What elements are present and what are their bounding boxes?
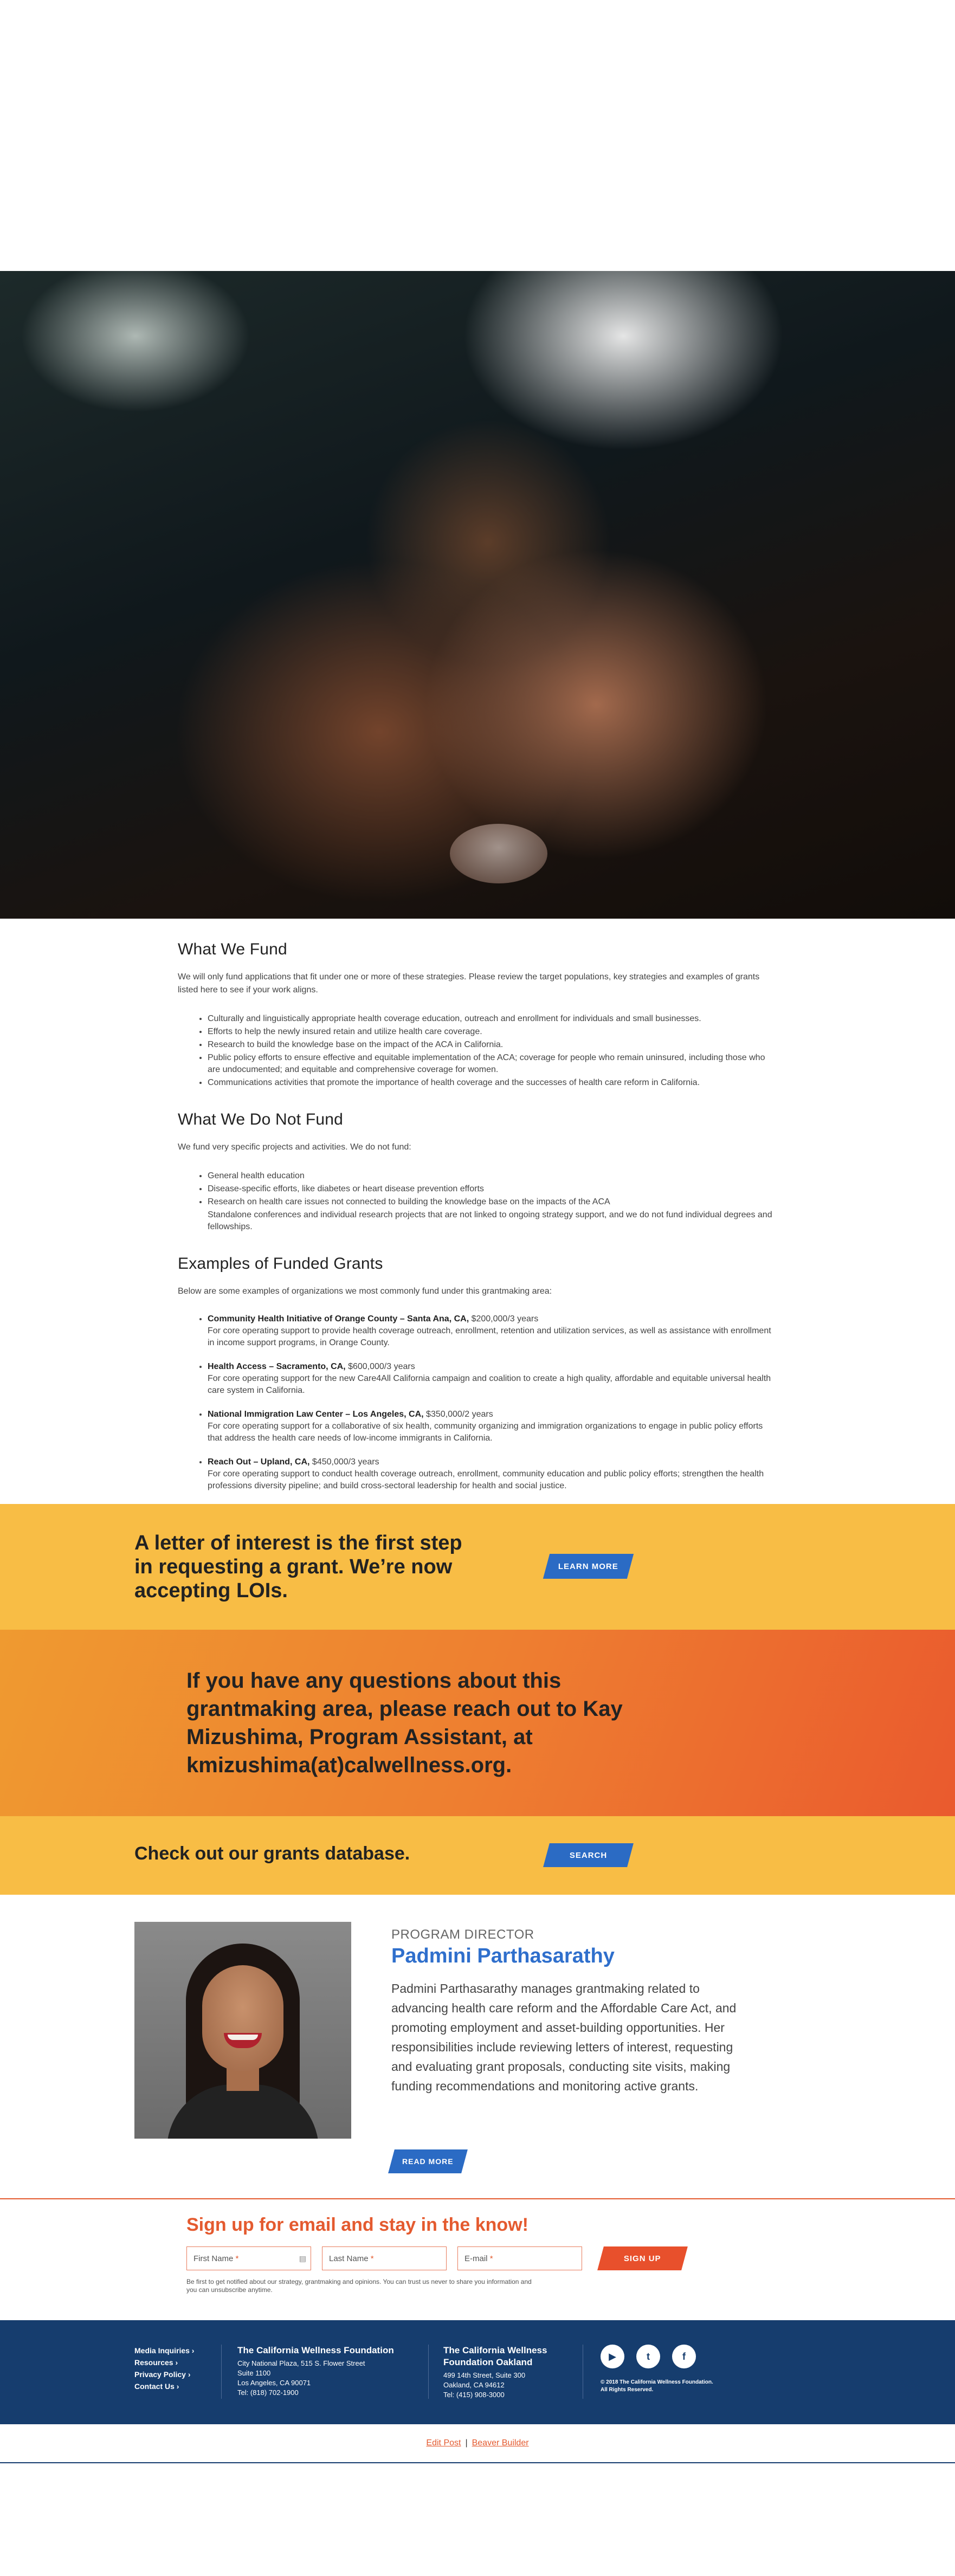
address-line: City National Plaza, 515 S. Flower Street: [237, 2359, 365, 2367]
last-name-placeholder: Last Name: [329, 2254, 369, 2263]
hero-highlight: [450, 824, 547, 883]
footer-la-title: The California Wellness Foundation: [237, 2345, 394, 2355]
signup-fine-print: Be first to get notified about our strategy, grantmaking and opinions. You can trust us never to share you information and you can unsubscribe anytime.: [186, 2278, 532, 2294]
grant-desc: For core operating support to provide health coverage outreach, enrollment, retention and utilization services, as well as assistance with enrollment in income support programs, in Orange County.: [208, 1326, 771, 1347]
grant-desc: For core operating support for the new Care4All California campaign and coalition to create a high quality, affordable and equitable universal health care system in California.: [208, 1374, 771, 1395]
first-name-placeholder: First Name: [193, 2254, 234, 2263]
list-item: • Disease-specific efforts, like diabetes or heart disease prevention efforts: [208, 1183, 774, 1195]
grant-org: Reach Out – Upland, CA,: [208, 1457, 310, 1467]
main-content: [44, 940, 911, 1492]
list-item: • Efforts to help the newly insured retain and utilize health care coverage.: [208, 1026, 774, 1038]
grant-org: National Immigration Law Center – Los Angeles, CA,: [208, 1410, 424, 1419]
required-mark: *: [489, 2254, 493, 2263]
grant-item: [208, 1409, 774, 1444]
signup-title: Sign up for email and stay in the know!: [186, 2215, 528, 2235]
questions-text: If you have any questions about this grantmaking area, please reach out to Kay Mizushima, Program Assistant, at kmizushima(at)calwellness.org.: [186, 1669, 623, 1777]
grant-desc: For core operating support for a collaborative of six health, community organizing and immigration organizations to engage in public policy efforts that address the health care needs of low-income immigrants in California.: [208, 1422, 763, 1443]
grant-org: Community Health Initiative of Orange County – Santa Ana, CA,: [208, 1314, 469, 1323]
edit-links: [0, 2438, 955, 2448]
director-photo: [134, 1922, 351, 2139]
hero-image-hands: [0, 271, 955, 919]
grant-amount: $450,000/3 years: [309, 1457, 379, 1467]
funded-grants-list: [208, 1313, 774, 1492]
footer-link-privacy[interactable]: Privacy Policy ›: [134, 2370, 191, 2379]
edit-separator: |: [465, 2438, 468, 2448]
search-label: SEARCH: [569, 1850, 608, 1860]
required-mark: *: [370, 2254, 374, 2263]
copyright-line: © 2018 The California Wellness Foundation.: [601, 2379, 713, 2385]
list-item: • Communications activities that promote the importance of health coverage and the successes of health care reform in California.: [208, 1077, 774, 1089]
footer-oak-title: [443, 2345, 547, 2368]
grant-amount: $600,000/3 years: [345, 1362, 415, 1371]
what-we-do-not-fund-list: [208, 1170, 774, 1233]
footer-divider: [221, 2345, 222, 2399]
oak-title-line: The California Wellness: [443, 2345, 547, 2355]
learn-more-button[interactable]: [543, 1554, 634, 1579]
email-signup-section: [0, 2198, 955, 2320]
what-we-fund-intro: We will only fund applications that fit under one or more of these strategies. Please review the target populations, key strategies and examples of grants listed here to see if your work aligns.: [178, 972, 760, 995]
loi-band: [0, 1504, 955, 1630]
list-item: • Culturally and linguistically appropriate health coverage education, outreach and enrollment for individuals and small businesses.: [208, 1013, 774, 1025]
director-name: Padmini Parthasarathy: [391, 1945, 615, 1967]
what-we-do-not-fund-heading: What We Do Not Fund: [178, 1111, 344, 1128]
top-blank-space: [0, 0, 955, 271]
site-footer: [0, 2320, 955, 2424]
director-bio: Padmini Parthasarathy manages grantmaking related to advancing health care reform and the Affordable Care Act, and promoting employment and asset-building opportunities. Her responsibilities include reviewing letters of interest, requesting and evaluating grant proposals, conducting site visits, making funding recommendations and monitoring active grants.: [391, 1981, 737, 2093]
copyright-line: All Rights Reserved.: [601, 2387, 654, 2393]
grants-database-band: [0, 1816, 955, 1895]
footer-oakland-address: [443, 2345, 547, 2400]
email-field[interactable]: [457, 2246, 582, 2270]
list-item: • General health education: [208, 1170, 774, 1182]
grant-item: [208, 1313, 774, 1349]
what-we-fund-list: [208, 1013, 774, 1089]
list-item: Standalone conferences and individual research projects that are not linked to ongoing strategy support, and we do not fund individual degrees and fellowships.: [208, 1210, 772, 1231]
twitter-icon[interactable]: t: [636, 2345, 660, 2368]
questions-band: [0, 1630, 955, 1816]
grant-amount: $200,000/3 years: [469, 1314, 539, 1323]
address-line: Los Angeles, CA 90071: [237, 2379, 311, 2387]
sign-up-label: SIGN UP: [624, 2254, 661, 2263]
address-line: Suite 1100: [237, 2369, 271, 2377]
what-we-fund-heading: What We Fund: [178, 940, 287, 958]
sign-up-button[interactable]: [597, 2246, 688, 2270]
youtube-icon[interactable]: ▶: [601, 2345, 624, 2368]
grant-org: Health Access – Sacramento, CA,: [208, 1362, 346, 1371]
footer-link-media[interactable]: Media Inquiries ›: [134, 2346, 195, 2355]
read-more-label: READ MORE: [402, 2157, 454, 2166]
grant-item: [208, 1361, 774, 1397]
beaver-builder-link[interactable]: Beaver Builder: [472, 2438, 529, 2448]
copyright: [601, 2379, 713, 2394]
grant-amount: $350,000/2 years: [423, 1410, 493, 1419]
address-line: 499 14th Street, Suite 300: [443, 2371, 526, 2379]
last-name-field[interactable]: [322, 2246, 447, 2270]
oak-title-line: Foundation Oakland: [443, 2357, 533, 2367]
first-name-field[interactable]: [186, 2246, 311, 2270]
address-line: Oakland, CA 94612: [443, 2381, 505, 2389]
program-director-section: [0, 1895, 955, 2198]
footer-divider: [428, 2345, 429, 2399]
grant-desc: For core operating support to conduct health coverage outreach, enrollment, community education and public policy efforts; strengthen the health professions diversity pipeline; and build cross-sectoral leadership for health and social justice.: [208, 1469, 764, 1490]
funded-grants-heading: Examples of Funded Grants: [178, 1255, 383, 1273]
footer-la-address: [237, 2345, 394, 2398]
what-we-do-not-fund-intro: We fund very specific projects and activities. We do not fund:: [178, 1142, 411, 1152]
director-label: PROGRAM DIRECTOR: [391, 1927, 534, 1942]
edit-post-link[interactable]: Edit Post: [426, 2438, 461, 2448]
loi-text: A letter of interest is the first step in requesting a grant. We’re now accepting LOIs.: [134, 1532, 462, 1602]
address-line: Tel: (415) 908-3000: [443, 2391, 505, 2399]
learn-more-label: LEARN MORE: [558, 1561, 618, 1571]
read-more-button[interactable]: [388, 2149, 468, 2173]
grant-item: [208, 1456, 774, 1492]
list-item: • Research on health care issues not connected to building the knowledge base on the impacts of the ACA: [208, 1196, 774, 1208]
list-item: • Public policy efforts to ensure effective and equitable implementation of the ACA; coverage for people who remain uninsured, including those who are undocumented; and equitable and comprehensive coverage for women.: [208, 1052, 774, 1076]
funded-grants-intro: Below are some examples of organizations we most commonly fund under this grantmaking area:: [178, 1287, 552, 1296]
email-placeholder: E-mail: [464, 2254, 488, 2263]
edit-bar: [0, 2424, 955, 2463]
search-button[interactable]: [543, 1843, 634, 1867]
footer-link-resources[interactable]: Resources ›: [134, 2358, 178, 2367]
required-mark: *: [235, 2254, 239, 2263]
footer-link-contact[interactable]: Contact Us ›: [134, 2382, 179, 2391]
facebook-icon[interactable]: f: [672, 2345, 696, 2368]
grants-database-text: Check out our grants database.: [134, 1843, 410, 1864]
address-line: Tel: (818) 702-1900: [237, 2388, 299, 2397]
social-links: [601, 2345, 696, 2368]
contact-card-icon: ▤: [299, 2254, 306, 2263]
footer-links: [134, 2345, 194, 2392]
list-item: • Research to build the knowledge base on the impact of the ACA in California.: [208, 1039, 774, 1051]
